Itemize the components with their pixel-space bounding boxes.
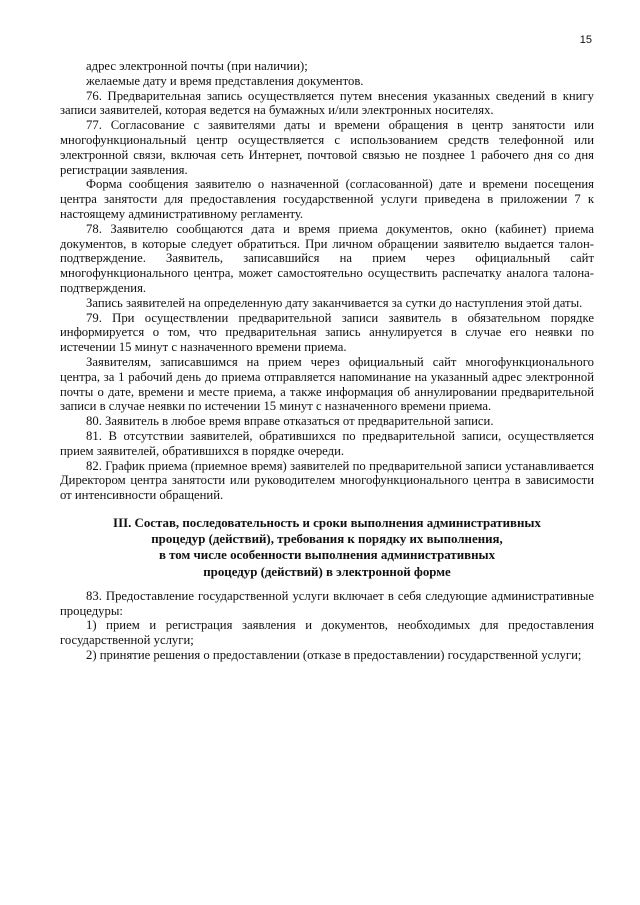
text-line: желаемые дату и время представления документов. — [86, 73, 364, 88]
list-item: 1) прием и регистрация заявления и документов, необходимых для предоставления государственной услуги; — [60, 618, 594, 648]
paragraph: 79. При осуществлении предварительной записи заявитель в обязательном порядке информируется о том, что предварительная запись аннулируется в случае его неявки по истечении 15 минут с назначенного времени приема. — [60, 310, 594, 355]
paragraph: 78. Заявителю сообщаются дата и время приема документов, окно (кабинет) приема документов, в которые следует обратиться. При личном обращении заявителю выдается талон-подтверждение. Заявитель, записавшийся на прием через официальный сайт многофункционального центра, может самостоятельно осуществить распечатку аналога талона-подтверждения. — [60, 221, 594, 295]
paragraph: Запись заявителей на определенную дату заканчивается за сутки до наступления этой даты. — [86, 295, 583, 310]
paragraph: 76. Предварительная запись осуществляется путем внесения указанных сведений в книгу записи заявителей, которая ведется на бумажных и/или электронных носителях. — [60, 88, 594, 118]
paragraph: Заявителям, записавшимся на прием через официальный сайт многофункционального центра, за 1 рабочий день до приема отправляется напоминание на указанный адрес электронной почты о дате, времени и месте приема, а также информация об аннулировании предварительной записи в случае неявки по истечении 15 минут с назначенного времени приема. — [60, 354, 594, 414]
text-line: адрес электронной почты (при наличии); — [86, 59, 308, 73]
paragraph: 83. Предоставление государственной услуги включает в себя следующие административные процедуры: — [60, 588, 594, 618]
section-title-line: процедур (действий), требования к порядку их выполнения, — [151, 532, 503, 547]
paragraph: Форма сообщения заявителю о назначенной (согласованной) дате и времени посещения центра занятости для предоставления государственной услуги приведена в приложении 7 к настоящему административному регламенту. — [60, 177, 594, 221]
paragraph: 77. Согласование с заявителями даты и времени обращения в центр занятости или многофункциональный центр осуществляется с использованием средств телефонной или электронной связи, включая сеть Интернет, почтовой связью не позднее 1 рабочего дня со дня регистрации заявления. — [60, 118, 594, 177]
list-item: 2) принятие решения о предоставлении (отказе в предоставлении) государственной услуги; — [86, 647, 582, 662]
section-title — [60, 515, 594, 580]
paragraph: 82. График приема (приемное время) заявителей по предварительной записи устанавливается Директором центра занятости или руководителем многофункционального центра в зависимости от интенсивности обращений. — [60, 458, 594, 503]
paragraph: 81. В отсутствии заявителей, обратившихся по предварительной записи, осуществляется прием заявителей, обратившихся в порядке очереди. — [60, 428, 594, 458]
document-body — [60, 59, 594, 663]
section-title-line: III. Состав, последовательность и сроки выполнения административных — [113, 515, 541, 530]
section-title-line: в том числе особенности выполнения административных — [158, 548, 496, 563]
section-title-line: процедур (действий) в электронной форме — [203, 564, 451, 579]
page-number: 15 — [579, 34, 592, 46]
paragraph: 80. Заявитель в любое время вправе отказаться от предварительной записи. — [86, 414, 494, 429]
